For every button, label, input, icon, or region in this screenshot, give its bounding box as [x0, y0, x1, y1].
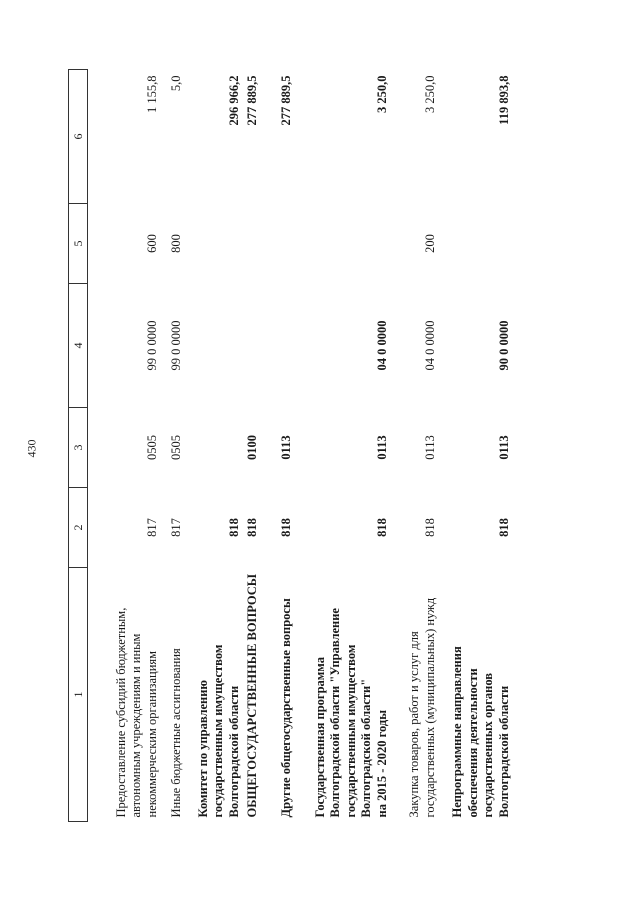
cell-amount: 5,0 — [168, 75, 183, 92]
table-body — [88, 70, 513, 822]
cell-col5: 800 — [168, 234, 183, 253]
cell-col5 — [185, 204, 243, 284]
cell-col2: 818 — [422, 518, 437, 537]
row-name: Закупка товаров, работ и услуг для государственных (муниципальных) нужд — [407, 597, 437, 818]
column-header-3: 3 — [69, 408, 88, 488]
cell-col4 — [261, 284, 295, 408]
column-header-4: 4 — [69, 284, 88, 408]
cell-col2: 817 — [144, 518, 159, 537]
table-row — [243, 70, 261, 822]
cell-col2: 818 — [278, 518, 293, 537]
cell-col4: 90 0 0000 — [496, 320, 511, 371]
cell-col2: 818 — [374, 518, 389, 537]
column-header-1: 1 — [69, 568, 88, 822]
cell-amount: 119 893,8 — [496, 75, 511, 125]
cell-col3: 0100 — [244, 435, 259, 460]
cell-col3 — [185, 408, 243, 488]
cell-col3: 0113 — [374, 435, 389, 460]
table-row — [88, 70, 161, 822]
cell-col2: 818 — [244, 518, 259, 537]
cell-col3: 0505 — [168, 435, 183, 460]
row-name: Непрограммные направления обеспечения деятельности государственных органов Волгоградской области — [450, 646, 511, 818]
table-row — [439, 70, 513, 822]
cell-col4 — [185, 284, 243, 408]
table-row — [261, 70, 295, 822]
cell-amount: 3 250,0 — [422, 75, 437, 113]
column-header-2: 2 — [69, 488, 88, 568]
cell-col5 — [261, 204, 295, 284]
cell-col3: 0113 — [422, 435, 437, 460]
cell-col3: 0113 — [278, 435, 293, 460]
cell-col4: 99 0 0000 — [168, 320, 183, 371]
cell-col4: 04 0 0000 — [374, 320, 389, 371]
cell-col5 — [243, 204, 261, 284]
rotated-page — [68, 70, 588, 822]
cell-amount: 296 966,2 — [226, 75, 241, 126]
header-row — [69, 70, 88, 822]
cell-col5 — [295, 204, 391, 284]
cell-col4: 99 0 0000 — [144, 320, 159, 371]
cell-col3: 0505 — [144, 435, 159, 460]
column-header-5: 5 — [69, 204, 88, 284]
row-name: Иные бюджетные ассигнования — [168, 648, 183, 818]
row-name: Государственная программа Волгоградской области "Управление государственным имуществом Волгоградской области" на 2015 - 2020 годы — [312, 608, 389, 818]
cell-amount: 277 889,5 — [278, 75, 293, 126]
table-row — [295, 70, 391, 822]
cell-col5: 600 — [144, 234, 159, 253]
cell-col4: 04 0 0000 — [422, 320, 437, 371]
page-number: 430 — [24, 439, 39, 458]
cell-amount: 1 155,8 — [144, 75, 159, 113]
cell-col2: 818 — [496, 518, 511, 537]
cell-amount: 3 250,0 — [374, 75, 389, 113]
cell-amount: 277 889,5 — [244, 75, 259, 126]
table-row — [161, 70, 185, 822]
row-name: Предоставление субсидий бюджетным, автономным учреждениям и иным некоммерческим организациям — [113, 607, 159, 818]
cell-col4 — [243, 284, 261, 408]
cell-col5 — [439, 204, 513, 284]
cell-col2: 818 — [226, 518, 241, 537]
cell-col3: 0113 — [496, 435, 511, 460]
column-header-6: 6 — [69, 70, 88, 204]
cell-col5: 200 — [422, 234, 437, 253]
row-name: Комитет по управлению государственным имуществом Волгоградской области — [195, 644, 241, 818]
cell-col2: 817 — [168, 518, 183, 537]
table-row — [185, 70, 243, 822]
budget-table — [68, 69, 513, 822]
row-name: ОБЩЕГОСУДАРСТВЕННЫЕ ВОПРОСЫ — [244, 574, 259, 818]
table-row — [391, 70, 439, 822]
row-name: Другие общегосударственные вопросы — [278, 598, 293, 818]
